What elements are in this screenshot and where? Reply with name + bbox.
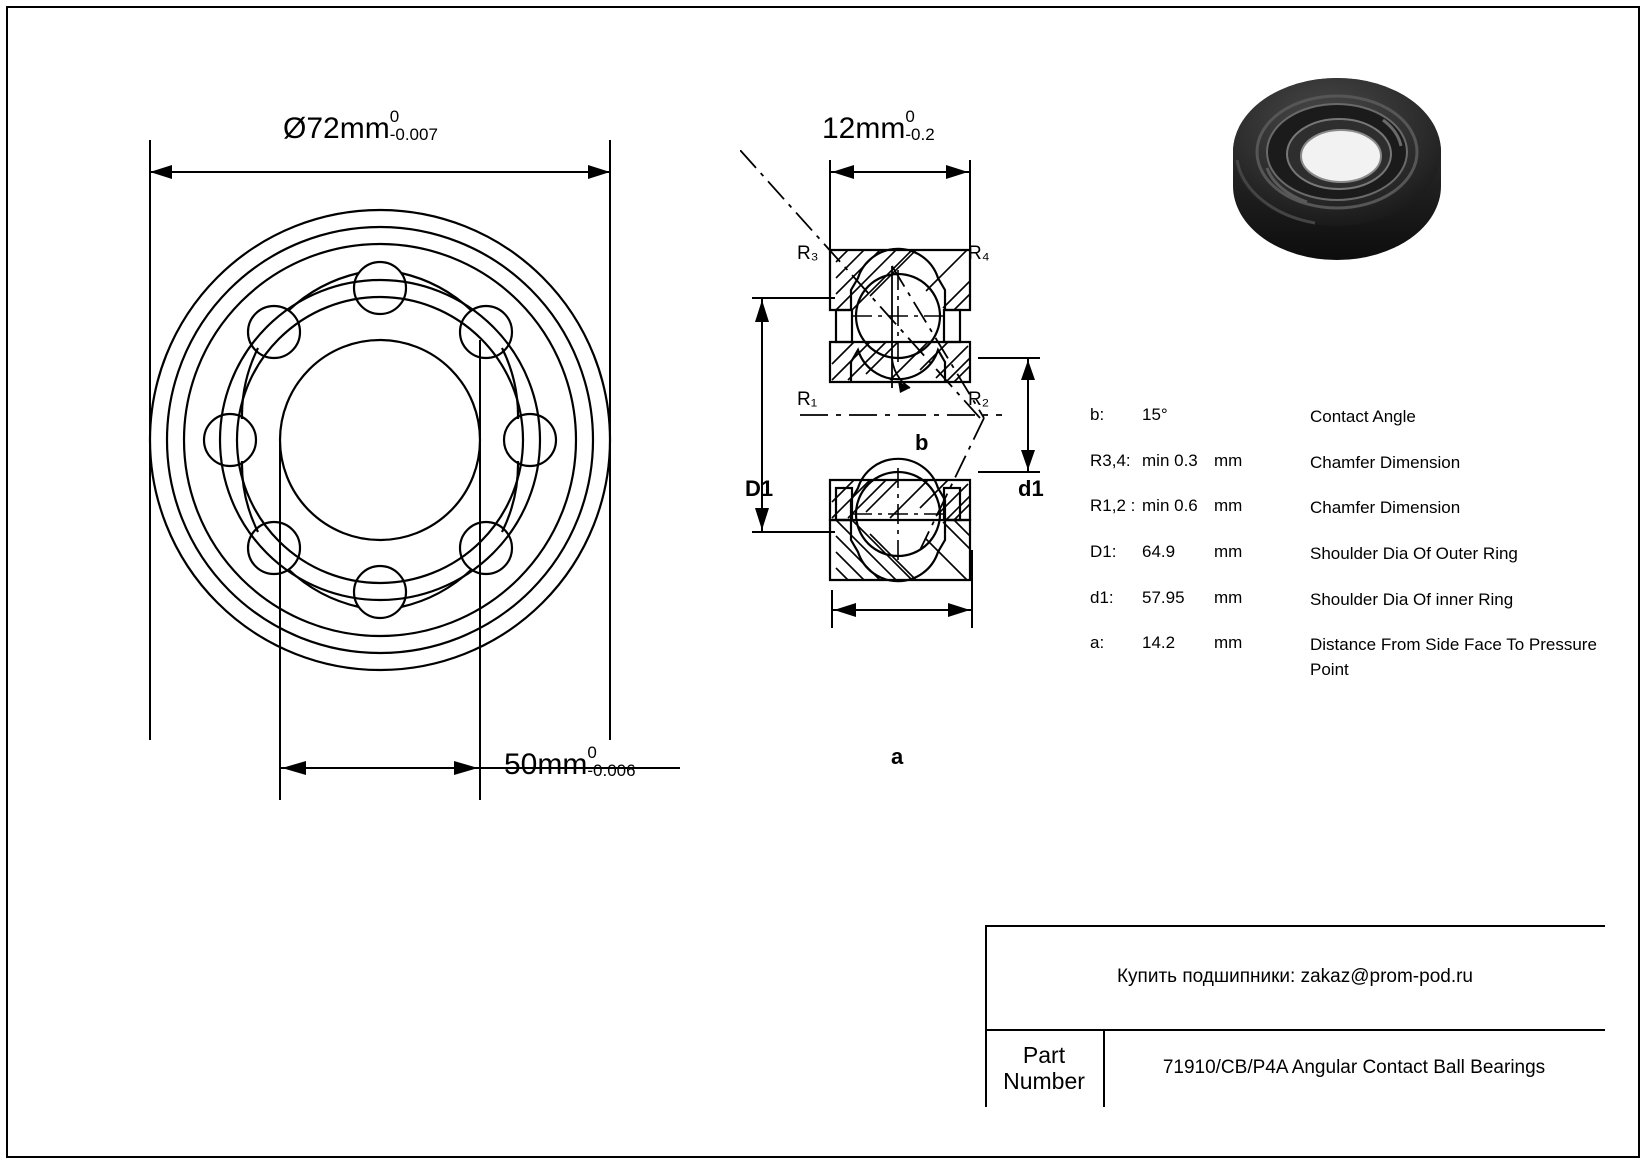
spec-description: Contact Angle [1310,407,1416,426]
label-r3: R₃ [797,243,819,264]
spec-row [1090,451,1610,476]
spec-unit: mm [1214,450,1243,470]
outer-diameter-value: 72mm [306,112,390,145]
spec-value: 15° [1142,405,1168,424]
front-view [120,100,680,830]
spec-key: d1: [1090,587,1114,607]
bore-diameter-tol-lower: -0.006 [587,761,636,781]
part-number-label-line2: Number [1003,1068,1085,1094]
bore-diameter-value: 50mm [504,748,588,781]
spec-value: 64.9 [1142,541,1176,561]
label-r4: R₄ [968,243,990,264]
label-r2: R₂ [968,389,990,410]
outer-diameter-label [283,107,444,147]
spec-key: R1,2 : [1090,496,1136,516]
spec-key: R3,4: [1090,450,1131,470]
spec-unit: mm [1214,587,1243,607]
label-D1: D1 [745,476,774,501]
spec-value: 14.2 [1142,633,1176,653]
label-contact-angle: b [915,430,929,455]
label-d1: d1 [1018,476,1044,501]
bearing-photo [1215,60,1465,290]
outer-diameter-tol-lower: -0.007 [389,125,438,145]
spec-value: 57.95 [1142,587,1185,607]
spec-row [1090,496,1610,521]
spec-description: Shoulder Dia Of inner Ring [1310,589,1514,609]
part-number-label-line1: Part [1022,1041,1066,1068]
width-label [822,107,959,147]
bore-diameter-label [504,743,641,783]
contact-email-note: Купить подшипники: zakaz@prom-pod.ru [1116,966,1474,987]
label-a: a [891,744,904,769]
width-tol-upper: 0 [905,107,915,127]
part-number-label [985,1029,1103,1107]
spec-description: Distance From Side Face To Pressure Point [1310,635,1597,679]
spec-key: a: [1090,633,1105,653]
spec-description: Shoulder Dia Of Outer Ring [1310,543,1518,563]
bore-diameter-tol-upper: 0 [587,743,597,763]
diameter-symbol: Ø [283,112,307,145]
spec-table [1090,405,1610,703]
spec-unit: mm [1214,496,1243,516]
spec-row [1090,588,1610,613]
width-value: 12mm [822,112,906,145]
spec-unit: mm [1214,541,1243,561]
label-r1: R₁ [797,389,818,410]
part-number-value: 71910/CB/P4A Angular Contact Ball Bearings [1162,1057,1546,1078]
spec-value: min 0.6 [1142,496,1198,516]
spec-value: min 0.3 [1142,450,1198,470]
spec-key: D1: [1090,541,1117,561]
spec-row [1090,633,1610,682]
spec-description: Chamfer Dimension [1310,498,1461,518]
spec-row [1090,542,1610,567]
spec-description: Chamfer Dimension [1310,452,1461,472]
spec-unit: mm [1214,633,1243,653]
outer-diameter-tol-upper: 0 [389,107,400,127]
spec-row [1090,405,1610,430]
title-block [985,925,1605,1107]
width-tol-lower: -0.2 [905,125,935,145]
spec-key: b: [1090,405,1105,424]
